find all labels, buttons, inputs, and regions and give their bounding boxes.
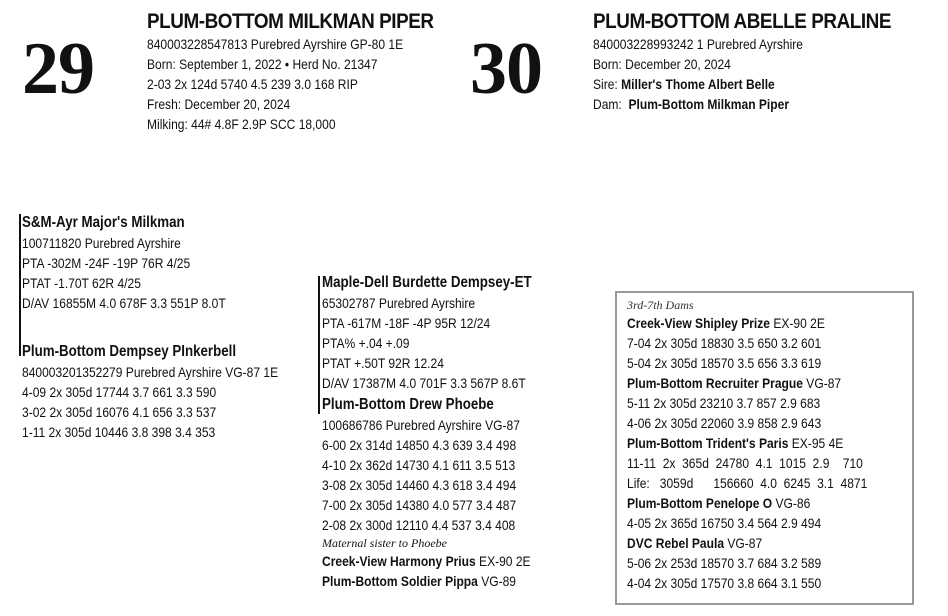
lot-30-sire [593, 74, 878, 94]
sister-2-class: VG-89 [477, 573, 517, 589]
pedigree-bracket-left [19, 214, 21, 356]
sire-block [22, 213, 259, 313]
dam-4-record-1: 5-11 2x 305d 23210 3.7 857 2.9 683 [627, 395, 821, 411]
lot-number-30: 30 [470, 28, 542, 110]
lot-29-milking: Milking: 44# 4.8F 2.9P SCC 18,000 [147, 116, 336, 132]
dam-name: Plum-Bottom Milkman Piper [628, 96, 790, 112]
sire-label: Sire: [593, 76, 618, 92]
maternal-granddam-block [322, 395, 565, 591]
lot-29-id: 840003228547813 Purebred Ayrshire GP-80 1E [147, 36, 404, 52]
dam-5-record-life: Life: 3059d 156660 4.0 6245 3.1 4871 [627, 475, 868, 491]
lot-29-info [147, 10, 465, 134]
lot-29-record: 2-03 2x 124d 5740 4.5 239 3.0 168 RIP [147, 76, 358, 92]
maternal-sister-note: Maternal sister to Phoebe [322, 536, 447, 550]
mgd-line-3: 4-10 2x 362d 14730 4.1 611 3.5 513 [322, 457, 516, 473]
dam-7-heading [627, 533, 867, 553]
sister-1-name: Creek-View Harmony Prius [322, 553, 476, 569]
dam-3-heading [627, 313, 867, 333]
dam-3-record-1: 7-04 2x 305d 18830 3.5 650 3.2 601 [627, 335, 822, 351]
dam-line-2: 4-09 2x 305d 17744 3.7 661 3.3 590 [22, 384, 217, 400]
dams-box-content [627, 297, 906, 593]
maternal-grandsire-name: Maple-Dell Burdette Dempsey-ET [322, 274, 532, 291]
dam-5-record-1: 11-11 2x 365d 24780 4.1 1015 2.9 710 [627, 455, 863, 471]
mgs-line-5: D/AV 17387M 4.0 701F 3.3 567P 8.6T [322, 375, 526, 391]
mgd-line-6: 2-08 2x 300d 12110 4.4 537 3.4 408 [322, 517, 516, 533]
sire-line-3: PTAT -1.70T 62R 4/25 [22, 275, 141, 291]
sire-line-1: 100711820 Purebred Ayrshire [22, 235, 181, 251]
dam-6-record-1: 4-05 2x 365d 16750 3.4 564 2.9 494 [627, 515, 822, 531]
dam-3-name: Creek-View Shipley Prize [627, 315, 770, 331]
maternal-grandsire-block [322, 273, 566, 393]
dam-4-heading [627, 373, 867, 393]
dam-4-name: Plum-Bottom Recruiter Prague [627, 375, 803, 391]
lot-29-fresh: Fresh: December 20, 2024 [147, 96, 291, 112]
mgd-line-4: 3-08 2x 305d 14460 4.3 618 3.4 494 [322, 477, 517, 493]
dam-7-record-1: 5-06 2x 253d 18570 3.7 684 3.2 589 [627, 555, 822, 571]
lot-30-info [593, 10, 924, 114]
dam-6-class: VG-86 [772, 495, 811, 511]
dam-7-class: VG-87 [724, 535, 763, 551]
dam-4-class: VG-87 [802, 375, 842, 391]
sister-1-class: EX-90 2E [475, 553, 531, 569]
dam-4-record-2: 4-06 2x 305d 22060 3.9 858 2.9 643 [627, 415, 822, 431]
lot-29-born: Born: September 1, 2022 • Herd No. 21347 [147, 56, 378, 72]
mgs-line-4: PTAT +.50T 92R 12.24 [322, 355, 444, 371]
dam-5-name: Plum-Bottom Trident's Paris [627, 435, 789, 451]
lot-29-name: PLUM-BOTTOM MILKMAN PIPER [147, 10, 434, 33]
dam-3-class: EX-90 2E [769, 315, 825, 331]
sire-block-name: S&M-Ayr Major's Milkman [22, 214, 185, 231]
dam-7-name: DVC Rebel Paula [627, 535, 725, 551]
dam-5-class: EX-95 4E [788, 435, 844, 451]
lot-30-born: Born: December 20, 2024 [593, 56, 731, 72]
maternal-sister-1 [322, 551, 531, 571]
mgd-line-5: 7-00 2x 305d 14380 4.0 577 3.4 487 [322, 497, 517, 513]
sire-name: Miller's Thome Albert Belle [621, 76, 775, 92]
maternal-sister-2 [322, 571, 531, 591]
dam-5-heading [627, 433, 867, 453]
dam-line-3: 3-02 2x 305d 16076 4.1 656 3.3 537 [22, 404, 217, 420]
sister-2-name: Plum-Bottom Soldier Pippa [322, 573, 478, 589]
dam-block-name: Plum-Bottom Dempsey PInkerbell [22, 343, 237, 360]
mgd-line-1: 100686786 Purebred Ayrshire VG-87 [322, 417, 520, 433]
mgs-line-1: 65302787 Purebred Ayrshire [322, 295, 476, 311]
mgs-line-3: PTA% +.04 +.09 [322, 335, 410, 351]
dam-label: Dam: [593, 96, 622, 112]
sire-line-2: PTA -302M -24F -19P 76R 4/25 [22, 255, 191, 271]
dam-7-record-2: 4-04 2x 305d 17570 3.8 664 3.1 550 [627, 575, 822, 591]
dams-box-title: 3rd-7th Dams [627, 298, 694, 312]
dam-3-record-2: 5-04 2x 305d 18570 3.5 656 3.3 619 [627, 355, 822, 371]
dam-6-heading [627, 493, 867, 513]
maternal-granddam-name: Plum-Bottom Drew Phoebe [322, 396, 494, 413]
lot-30-id: 840003228993242 1 Purebred Ayrshire [593, 36, 803, 52]
mgs-line-2: PTA -617M -18F -4P 95R 12/24 [322, 315, 491, 331]
dam-line-1: 840003201352279 Purebred Ayrshire VG-87 1E [22, 364, 279, 380]
dam-block [22, 342, 320, 442]
sire-line-4: D/AV 16855M 4.0 678F 3.3 551P 8.0T [22, 295, 226, 311]
dam-line-4: 1-11 2x 305d 10446 3.8 398 3.4 353 [22, 424, 216, 440]
lot-30-dam [593, 94, 878, 114]
lot-number-29: 29 [22, 28, 94, 110]
dam-6-name: Plum-Bottom Penelope O [627, 495, 773, 511]
mgd-line-2: 6-00 2x 314d 14850 4.3 639 3.4 498 [322, 437, 517, 453]
lot-30-name: PLUM-BOTTOM ABELLE PRALINE [593, 10, 892, 33]
